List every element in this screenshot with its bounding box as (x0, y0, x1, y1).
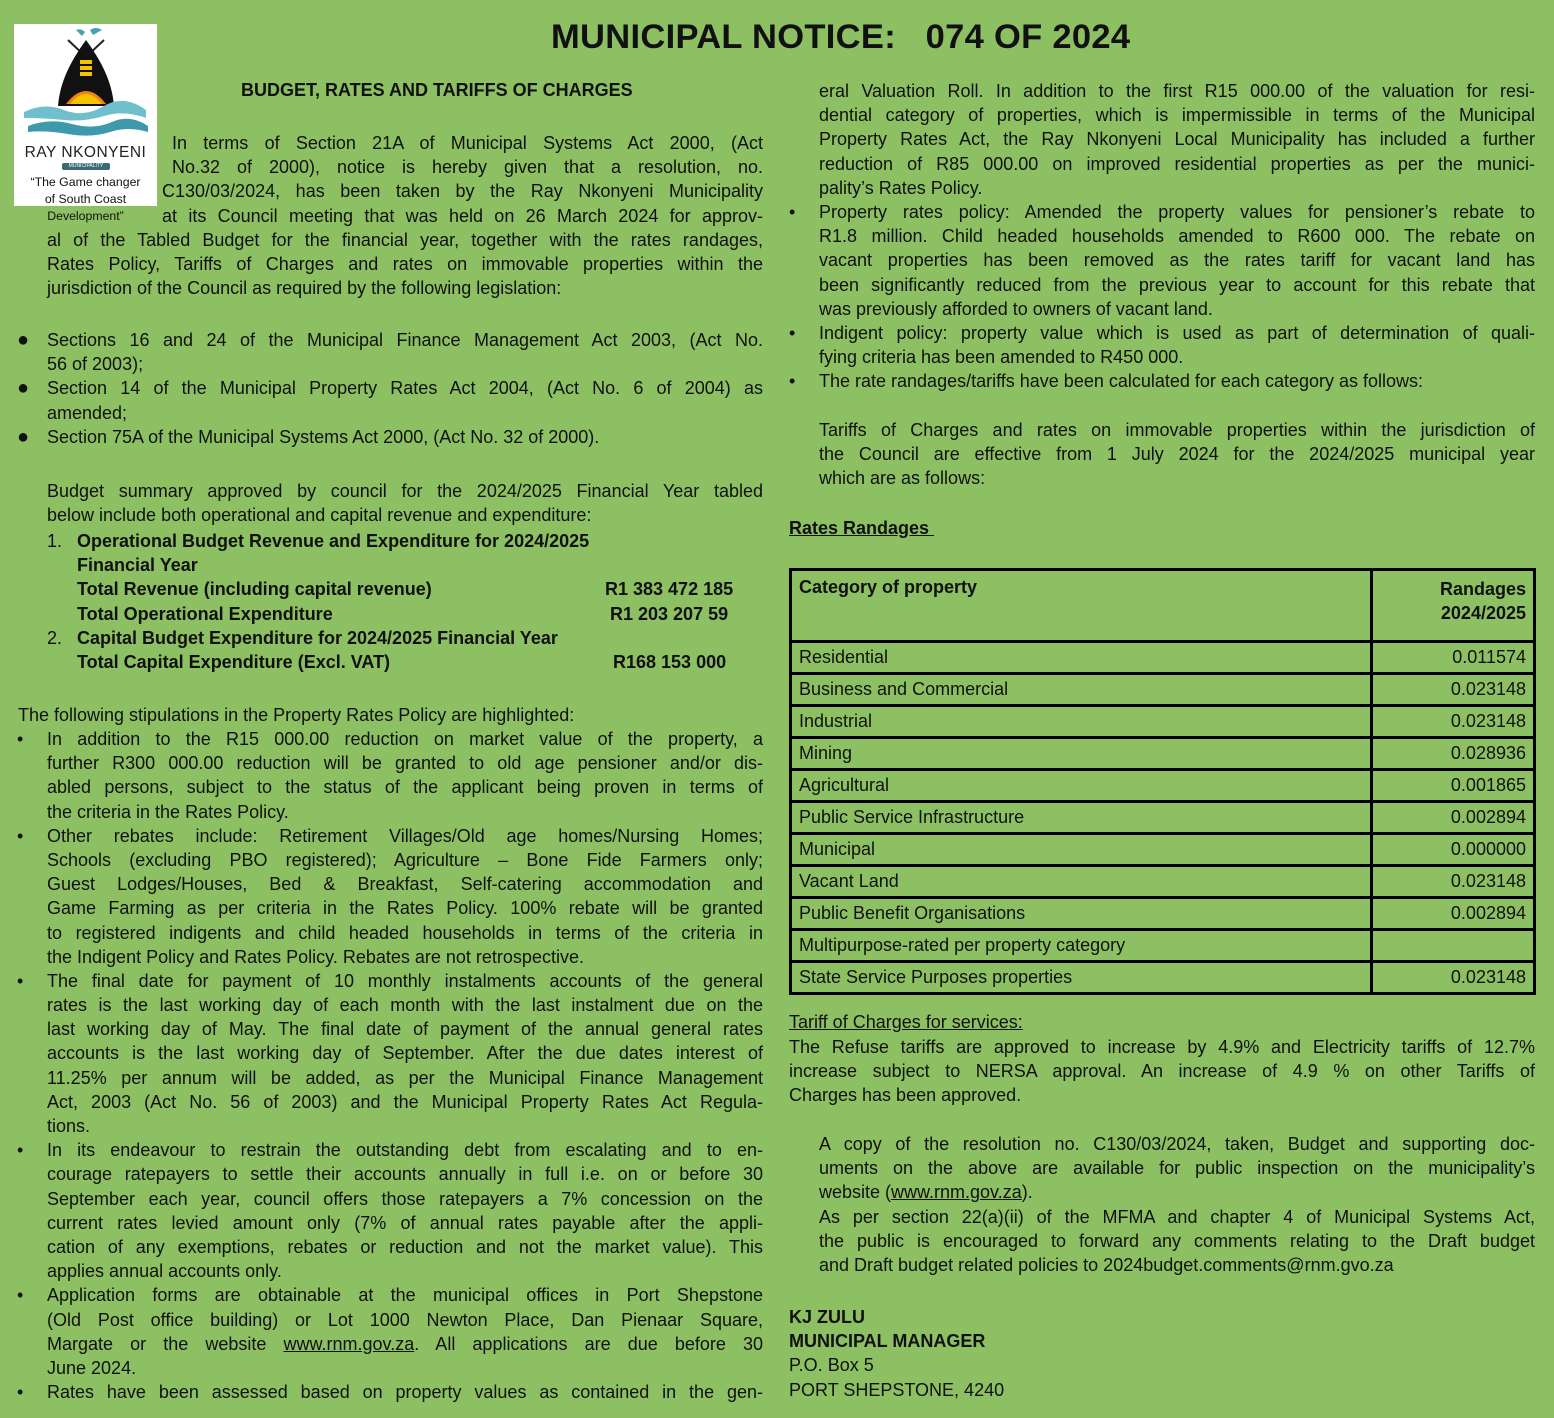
opex-label: Total Operational Expenditure (77, 603, 333, 624)
text-line: Section 75A of the Municipal Systems Act 2000, (Act No. 32 of 2000). (47, 426, 600, 447)
capex-value: R168 153 000 (613, 652, 727, 672)
text-line: A copy of the resolution no. C130/03/2024, taken, Budget and supporting doc- (819, 1134, 1535, 1154)
text-line: 56 of 2003); (47, 354, 144, 375)
tariff-intro (819, 418, 1535, 491)
budget-item-title: Operational Budget Revenue and Expenditure for 2024/2025 (77, 531, 590, 551)
text-line: jurisdiction of the Council as required by the following legislation: (47, 278, 562, 299)
list-item (17, 1380, 763, 1404)
budget-item-title: Financial Year (77, 555, 198, 576)
text-line: As per section 22(a)(ii) of the MFMA and chapter 4 of Municipal Systems Act, (819, 1206, 1535, 1227)
text-line: In its endeavour to restrain the outstanding debt from escalating and to en- (47, 1140, 763, 1161)
bullet-icon: • (17, 1382, 24, 1403)
text-line: to registered indigents and child headed households in terms of the criteria in (47, 922, 763, 943)
category-cell: State Service Purposes properties (791, 962, 1372, 994)
rates-table (789, 568, 1536, 995)
category-cell: Vacant Land (791, 866, 1372, 898)
text-line: Property Rates Act, the Ray Nkonyeni Local Municipality has included a further (819, 129, 1535, 150)
slogan-line: of South Coast (44, 192, 127, 206)
signatory-name: KJ ZULU (789, 1307, 865, 1327)
randage-cell: 0.002894 (1372, 898, 1535, 930)
randage-cell: 0.028936 (1372, 738, 1535, 770)
text-line: The Refuse tariffs are approved to increase by 4.9% and Electricity tariffs of 12.7% (789, 1037, 1535, 1057)
legislation-list (17, 328, 763, 449)
section-heading: BUDGET, RATES AND TARIFFS OF CHARGES (241, 80, 633, 100)
list-item (17, 1138, 763, 1283)
bullet-icon: ● (17, 377, 30, 400)
municipality-logo (14, 24, 157, 223)
text-line: reduction of R85 000.00 on improved residential properties as per the munici- (819, 153, 1535, 174)
text-line: the Indigent Policy and Rates Policy. Rebates are not retrospective. (47, 946, 584, 967)
intro-paragraph-mid (162, 179, 763, 227)
revenue-value: R1 383 472 185 (605, 579, 734, 600)
text-line: amended; (47, 402, 128, 423)
tariff-text (789, 1035, 1535, 1108)
list-item (789, 200, 1535, 321)
bullet-icon: • (17, 1285, 24, 1306)
text-line: the criteria in the Rates Policy. (47, 801, 289, 822)
postal-city: PORT SHEPSTONE, 4240 (789, 1379, 1005, 1400)
text-line: current rates levied amount only (7% of annual rates payable after the appli- (47, 1212, 763, 1233)
table-row (791, 706, 1535, 738)
bullet-icon: • (17, 729, 24, 749)
text-line: R1.8 million. Child headed households amended to R600 000. The rebate on (819, 226, 1535, 247)
header-line: Randages (1439, 579, 1526, 599)
bullet-icon: • (17, 825, 24, 846)
category-cell: Business and Commercial (791, 674, 1372, 706)
table-row (791, 834, 1535, 866)
table-row (791, 802, 1535, 834)
randage-cell (1372, 930, 1535, 962)
category-cell: Residential (791, 642, 1372, 674)
randage-cell: 0.000000 (1372, 834, 1535, 866)
rates-continuation (819, 79, 1535, 200)
slogan-line: Development” (47, 209, 124, 223)
text-line: abled persons, subject to the status of the applicant being proven in terms of (47, 777, 763, 798)
budget-intro (47, 479, 763, 527)
table-row (791, 642, 1535, 674)
stipulations-intro: The following stipulations in the Property Rates Policy are highlighted: (18, 705, 575, 725)
text-line: In terms of Section 21A of Municipal Systems Act 2000, (Act (172, 133, 763, 153)
text-line: applies annual accounts only. (47, 1261, 282, 1282)
text-line: website (www.rnm.gov.za). (819, 1182, 1033, 1203)
text-line: Charges has been approved. (789, 1085, 1022, 1106)
text-line: increase subject to NERSA approval. An increase of 4.9 % on other Tariffs of (789, 1061, 1535, 1082)
text-line: Schools (excluding PBO registered); Agriculture – Bone Fide Farmers only; (47, 849, 763, 870)
text-line: eral Valuation Roll. In addition to the first R15 000.00 of the valuation for resi- (819, 81, 1535, 101)
text-line: C130/03/2024, has been taken by the Ray Nkonyeni Municipality (162, 181, 763, 202)
list-item (789, 369, 1535, 393)
text-line: been significantly reduced from the previous year to account for this rebate that (819, 274, 1535, 295)
text-line: vacant properties has been removed as the rates tariff for vacant land has (819, 250, 1535, 271)
randage-cell: 0.001865 (1372, 770, 1535, 802)
text-line: Property rates policy: Amended the property values for pensioner’s rebate to (819, 202, 1535, 222)
category-cell: Public Benefit Organisations (791, 898, 1372, 930)
capex-label: Total Capital Expenditure (Excl. VAT) (77, 652, 391, 672)
text-line: dential category of properties, which is impermissible in terms of the Municipal (819, 105, 1535, 126)
text-line: uments on the above are available for public inspection on the municipality’s (819, 1158, 1535, 1179)
category-cell: Multipurpose-rated per property category (791, 930, 1372, 962)
text-line: al of the Tabled Budget for the financial year, together with the rates randages, (47, 229, 763, 250)
text-line: Other rebates include: Retirement Villages/Old age homes/Nursing Homes; (47, 825, 763, 846)
text-line: which are as follows: (819, 468, 986, 489)
text-line: tions. (47, 1116, 91, 1136)
text-line: the Council are effective from 1 July 2024 for the 2024/2025 municipal year (819, 444, 1535, 465)
randage-cell: 0.023148 (1372, 962, 1535, 994)
text-line: at its Council meeting that was held on 26 March 2024 for approv- (162, 205, 763, 226)
text-line: The final date for payment of 10 monthly instalments accounts of the general (47, 970, 763, 991)
text-line: Tariffs of Charges and rates on immovable properties within the jurisdiction of (819, 420, 1535, 440)
signature-block (789, 1305, 1004, 1402)
text-line: No.32 of 2000), notice is hereby given that a resolution, no. (172, 157, 763, 178)
budget-item-number: 1. (47, 531, 63, 551)
category-cell: Public Service Infrastructure (791, 802, 1372, 834)
table-row (791, 866, 1535, 898)
text-line: Application forms are obtainable at the municipal offices in Port Shepstone (47, 1285, 763, 1306)
budget-item-title: Capital Budget Expenditure for 2024/2025 Financial Year (77, 627, 558, 648)
text-line: Margate or the website www.rnm.gov.za. All applications are due before 30 (47, 1333, 763, 1354)
column-header: Category of property (791, 570, 1372, 642)
bullet-icon: ● (17, 329, 30, 351)
text-line: below include both operational and capital revenue and expenditure: (47, 505, 592, 526)
category-cell: Mining (791, 738, 1372, 770)
signatory-role: MUNICIPAL MANAGER (789, 1331, 986, 1352)
category-cell: Agricultural (791, 770, 1372, 802)
text-line: Guest Lodges/Houses, Bed & Breakfast, Self-catering accommodation and (47, 874, 763, 895)
notice-title: MUNICIPAL NOTICE: 074 OF 2024 (551, 18, 1131, 56)
text-line: and Draft budget related policies to 2024budget.comments@rnm.gvo.za (819, 1254, 1394, 1275)
table-row (791, 738, 1535, 770)
randage-cell: 0.023148 (1372, 866, 1535, 898)
table-row (791, 898, 1535, 930)
slogan-line: “The Game changer (30, 175, 141, 189)
table-row (791, 962, 1535, 994)
text-line: June 2024. (47, 1357, 137, 1378)
text-line: The rate randages/tariffs have been calculated for each category as follows: (819, 371, 1424, 392)
website-link[interactable]: www.rnm.gov.za (283, 1333, 415, 1354)
policy-list (789, 200, 1535, 394)
logo-slogan (14, 174, 157, 225)
randage-cell: 0.023148 (1372, 706, 1535, 738)
bullet-icon: ● (17, 425, 30, 448)
category-cell: Industrial (791, 706, 1372, 738)
text-line: further R300 000.00 reduction will be granted to old age pensioner and/or dis- (47, 753, 763, 774)
list-item (17, 376, 763, 424)
text-line: Indigent policy: property value which is used as part of determination of quali- (819, 322, 1535, 343)
bullet-icon: • (789, 202, 796, 222)
text-line: In addition to the R15 000.00 reduction on market value of the property, a (47, 729, 763, 749)
text-line: (Old Post office building) or Lot 1000 Newton Place, Dan Pienaar Square, (47, 1309, 763, 1330)
list-item (17, 969, 763, 1138)
table-row (791, 674, 1535, 706)
list-item (17, 824, 763, 969)
table-header-row (791, 570, 1535, 642)
budget-summary (47, 529, 763, 679)
table-row (791, 770, 1535, 802)
text-line: courage ratepayers to settle their accounts annually in full i.e. on or before 30 (47, 1164, 763, 1185)
column-header (1372, 570, 1535, 642)
text-line: Rates have been assessed based on property values as contained in the gen- (47, 1382, 763, 1403)
tariff-heading: Tariff of Charges for services: (789, 1012, 1023, 1032)
text-line: Rates Policy, Tariffs of Charges and rates on immovable properties within the (47, 253, 763, 274)
text-line: Sections 16 and 24 of the Municipal Finance Management Act 2003, (Act No. (47, 330, 763, 350)
budget-item-number: 2. (47, 627, 63, 648)
opex-value: R1 203 207 59 (610, 603, 729, 624)
randage-cell: 0.011574 (1372, 642, 1535, 674)
copy-resolution-text (819, 1132, 1535, 1277)
stipulations-list (17, 727, 763, 1404)
rates-randages-heading: Rates Randages (789, 518, 935, 538)
text-line: accounts is the last working day of September. After the due dates interest of (47, 1043, 763, 1064)
list-item (17, 328, 763, 376)
list-item (17, 1283, 763, 1380)
website-link[interactable]: www.rnm.gov.za (891, 1182, 1022, 1203)
text-line: 11.25% per annum will be added, as per the Municipal Finance Management (47, 1067, 763, 1088)
text-line: Section 14 of the Municipal Property Rates Act 2004, (Act No. 6 of 2004) as (47, 378, 763, 399)
bullet-icon: • (789, 371, 796, 392)
randage-cell: 0.002894 (1372, 802, 1535, 834)
text-line: pality’s Rates Policy. (819, 177, 983, 198)
text-line: last working day of May. The final date of payment of the annual general rates (47, 1019, 763, 1040)
list-item (17, 425, 763, 449)
list-item (789, 321, 1535, 369)
text-line: was previously afforded to owners of vacant land. (819, 298, 1213, 319)
text-line: Budget summary approved by council for the 2024/2025 Financial Year tabled (47, 481, 763, 501)
randage-cell: 0.023148 (1372, 674, 1535, 706)
logo-emblem-icon (18, 26, 153, 144)
text-line: cation of any exemptions, rebates or reduction and not the market value). This (47, 1236, 763, 1257)
table-row (791, 930, 1535, 962)
postal-box: P.O. Box 5 (789, 1355, 874, 1376)
text-line: September each year, council offers those ratepayers a 7% concession on the (47, 1188, 763, 1209)
text-line: Act, 2003 (Act No. 56 of 2003) and the Municipal Property Rates Act Regula- (47, 1091, 763, 1112)
text-line: the public is encouraged to forward any comments relating to the Draft budget (819, 1230, 1535, 1251)
text-line: fying criteria has been amended to R450 000. (819, 347, 1184, 368)
bullet-icon: • (789, 322, 796, 343)
bullet-icon: • (17, 970, 24, 991)
list-item (17, 727, 763, 824)
bullet-icon: • (17, 1140, 24, 1161)
intro-paragraph-bottom (47, 228, 763, 301)
text-line: rates is the last working day of each month with the last instalment due on the (47, 995, 763, 1016)
category-cell: Municipal (791, 834, 1372, 866)
logo-subname: MUNICIPALITY (62, 163, 110, 170)
logo-name: RAY NKONYENI (24, 144, 147, 161)
header-line: 2024/2025 (1440, 603, 1526, 623)
intro-paragraph-top (172, 131, 763, 179)
revenue-label: Total Revenue (including capital revenue) (77, 579, 432, 600)
text-line: Game Farming as per criteria in the Rates Policy. 100% rebate will be granted (47, 898, 763, 919)
